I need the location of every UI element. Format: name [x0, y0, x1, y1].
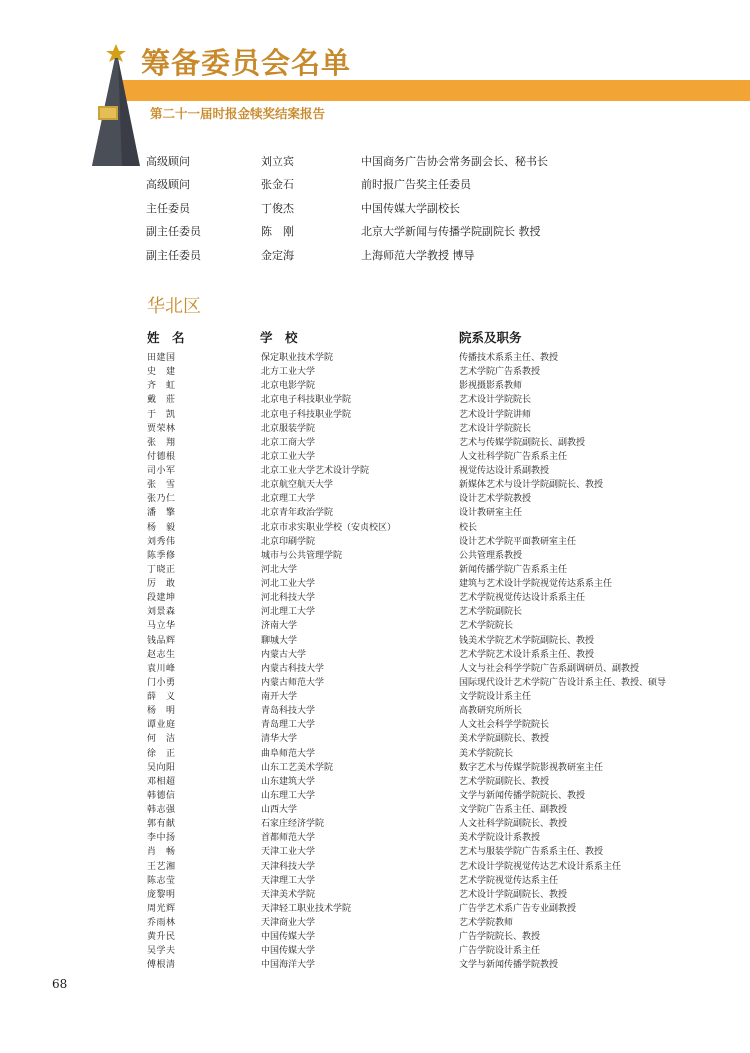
member-dept: 人文社科学院副院长、教授 — [459, 819, 568, 830]
committee-name: 张金石 — [261, 178, 294, 192]
member-row — [147, 818, 707, 832]
member-row — [147, 917, 707, 931]
member-dept: 影视摄影系教师 — [459, 381, 523, 392]
member-dept: 美术学院设计系教授 — [459, 833, 541, 844]
committee-name: 刘立宾 — [261, 155, 294, 168]
region-title: 华北区 — [147, 296, 201, 317]
member-school: 石家庄经济学院 — [261, 819, 325, 830]
member-name: 厉 敢 — [147, 579, 176, 589]
member-name: 薛 义 — [147, 692, 176, 702]
member-name: 吴学夫 — [147, 946, 176, 957]
member-dept: 艺术与服装学院广告系系主任、教授 — [459, 847, 604, 858]
member-row — [147, 846, 707, 860]
header-name: 姓 名 — [147, 330, 185, 345]
member-school: 山西大学 — [261, 805, 298, 815]
member-name: 贾荣林 — [147, 423, 176, 434]
member-school: 城市与公共管理学院 — [261, 550, 343, 561]
member-row — [147, 620, 707, 634]
member-dept: 文学院设计系主任 — [459, 692, 532, 702]
member-dept: 艺术学院艺术设计系系主任、教授 — [459, 649, 595, 660]
member-row — [147, 762, 707, 776]
member-school: 南开大学 — [261, 692, 298, 702]
member-dept: 美术学院副院长、教授 — [459, 734, 550, 745]
member-name: 付德根 — [147, 451, 176, 462]
member-list — [147, 352, 707, 974]
member-dept: 高教研究所所长 — [459, 706, 523, 717]
member-school: 保定职业技术学院 — [261, 353, 334, 363]
member-school: 曲阜师范大学 — [261, 748, 316, 759]
member-dept: 艺术学院广告系教授 — [459, 367, 541, 378]
member-dept: 艺术设计学院视觉传达艺术设计系系主任 — [459, 861, 622, 872]
member-school: 河北工业大学 — [261, 579, 316, 589]
member-dept: 国际现代设计艺术学院广告设计系主任、教授、硕导 — [459, 677, 667, 688]
committee-title: 前时报广告奖主任委员 — [361, 178, 471, 192]
member-name: 黄升民 — [147, 932, 176, 943]
committee-role: 高级顾问 — [146, 178, 190, 192]
member-row — [147, 719, 707, 733]
member-dept: 艺术学院教师 — [459, 918, 514, 928]
member-school: 天津轻工职业技术学院 — [261, 903, 352, 914]
member-dept: 设计教研室主任 — [459, 508, 523, 519]
committee-role: 副主任委员 — [146, 248, 201, 262]
member-school: 青岛科技大学 — [261, 706, 316, 717]
member-row — [147, 437, 707, 451]
member-school: 北京工业大学艺术设计学院 — [261, 466, 370, 476]
member-name: 潘 擎 — [147, 508, 176, 519]
member-row — [147, 606, 707, 620]
committee-list — [146, 155, 726, 272]
member-row — [147, 649, 707, 663]
member-dept: 人文与社会科学学院广告系副调研员、副教授 — [459, 663, 640, 674]
member-row — [147, 479, 707, 493]
member-row — [147, 875, 707, 889]
member-school: 天津美术学院 — [261, 889, 316, 900]
member-name: 陈季修 — [147, 550, 176, 561]
member-school: 中国海洋大学 — [261, 960, 316, 971]
member-dept: 文学院广告系主任、副教授 — [459, 805, 568, 815]
member-school: 北京工商大学 — [261, 437, 316, 448]
member-row — [147, 380, 707, 394]
member-row — [147, 945, 707, 959]
member-name: 陈志莹 — [147, 875, 176, 886]
member-school: 清华大学 — [261, 734, 298, 745]
header-band — [112, 80, 750, 101]
member-name: 钱品辉 — [147, 635, 176, 646]
member-name: 齐 虹 — [147, 381, 176, 392]
member-dept: 广告学院院长、教授 — [459, 932, 541, 943]
member-row — [147, 507, 707, 521]
member-school: 首都师范大学 — [261, 833, 316, 844]
member-row — [147, 804, 707, 818]
member-name: 傅根清 — [147, 960, 176, 971]
member-school: 内蒙古师范大学 — [261, 677, 325, 688]
member-row — [147, 790, 707, 804]
member-dept: 艺术学院视觉传达系主任 — [459, 875, 559, 886]
member-school: 北京航空航天大学 — [261, 480, 334, 491]
member-name: 乔雨林 — [147, 918, 176, 928]
committee-title: 中国传媒大学副校长 — [361, 201, 460, 215]
member-name: 吴向阳 — [147, 762, 176, 773]
member-name: 段建坤 — [147, 593, 176, 604]
member-name: 韩德信 — [147, 790, 176, 801]
member-row — [147, 522, 707, 536]
member-school: 中国传媒大学 — [261, 932, 316, 943]
member-name: 杨 毅 — [147, 522, 176, 533]
member-school: 河北理工大学 — [261, 607, 316, 618]
member-school: 北京电影学院 — [261, 381, 316, 392]
member-name: 郭有献 — [147, 819, 176, 830]
member-dept: 艺术学院视觉传达设计系系主任 — [459, 593, 586, 604]
member-school: 山东建筑大学 — [261, 776, 316, 787]
member-name: 李中扬 — [147, 833, 176, 844]
committee-name: 金定海 — [261, 248, 294, 262]
member-dept: 美术学院院长 — [459, 748, 514, 759]
committee-role: 高级顾问 — [146, 155, 190, 168]
member-row — [147, 705, 707, 719]
member-row — [147, 677, 707, 691]
member-school: 北京青年政治学院 — [261, 508, 334, 519]
member-school: 北方工业大学 — [261, 367, 316, 378]
member-row — [147, 889, 707, 903]
member-dept: 广告学院设计系主任 — [459, 946, 541, 957]
member-name: 马立华 — [147, 621, 176, 632]
member-school: 内蒙古大学 — [261, 649, 307, 660]
member-dept: 人文社会科学学院院长 — [459, 720, 550, 731]
member-dept: 视觉传达设计系副教授 — [459, 466, 550, 476]
member-school: 北京工业大学 — [261, 451, 316, 462]
committee-name: 陈 刚 — [261, 225, 294, 239]
member-school: 内蒙古科技大学 — [261, 663, 325, 674]
member-dept: 新闻传播学院广告系系主任 — [459, 564, 568, 575]
member-school: 天津科技大学 — [261, 861, 316, 872]
member-name: 张 翔 — [147, 437, 176, 448]
page-title: 筹备委员会名单 — [141, 46, 352, 80]
member-school: 天津工业大学 — [261, 847, 316, 858]
member-row — [147, 903, 707, 917]
committee-title: 上海师范大学教授 博导 — [361, 248, 475, 262]
member-name: 袁川峰 — [147, 663, 176, 674]
member-school: 河北大学 — [261, 564, 298, 575]
member-school: 北京电子科技职业学院 — [261, 395, 352, 406]
member-row — [147, 959, 707, 973]
member-dept: 钱美术学院艺术学院副院长、教授 — [459, 635, 595, 646]
member-name: 门小勇 — [147, 677, 176, 688]
committee-row — [146, 249, 726, 272]
member-row — [147, 776, 707, 790]
member-name: 肖 畅 — [147, 847, 176, 858]
member-school: 天津商业大学 — [261, 918, 316, 928]
member-dept: 艺术学院副院长 — [459, 607, 523, 618]
member-name: 刘景森 — [147, 607, 176, 618]
member-name: 司小军 — [147, 466, 176, 476]
member-dept: 建筑与艺术设计学院视觉传达系系主任 — [459, 579, 613, 589]
member-row — [147, 861, 707, 875]
member-dept: 公共管理系教授 — [459, 550, 523, 561]
member-name: 张乃仁 — [147, 494, 176, 505]
member-school: 青岛理工大学 — [261, 720, 316, 731]
member-row — [147, 564, 707, 578]
header-dept: 院系及职务 — [459, 330, 522, 345]
member-name: 杨 明 — [147, 706, 176, 717]
member-row — [147, 663, 707, 677]
committee-row — [146, 178, 726, 201]
member-row — [147, 394, 707, 408]
member-row — [147, 366, 707, 380]
member-name: 邓相超 — [147, 776, 176, 787]
report-subtitle: 第二十一届时报金犊奖结案报告 — [150, 106, 326, 121]
member-dept: 新媒体艺术与设计学院副院长、教授 — [459, 480, 604, 491]
member-name: 韩志强 — [147, 805, 176, 815]
member-name: 庞黎明 — [147, 889, 176, 900]
member-school: 河北科技大学 — [261, 593, 316, 604]
member-row — [147, 592, 707, 606]
member-row — [147, 931, 707, 945]
member-dept: 艺术设计学院院长 — [459, 395, 532, 406]
member-row — [147, 493, 707, 507]
committee-title: 中国商务广告协会常务副会长、秘书长 — [361, 155, 548, 168]
member-name: 史 建 — [147, 367, 176, 378]
member-school: 山东理工大学 — [261, 790, 316, 801]
member-row — [147, 691, 707, 705]
member-school: 北京市求实职业学校（安贞校区） — [261, 522, 397, 533]
member-row — [147, 352, 707, 366]
member-dept: 艺术学院院长 — [459, 621, 514, 632]
member-name: 丁晓正 — [147, 564, 176, 575]
member-row — [147, 409, 707, 423]
member-name: 赵志生 — [147, 649, 176, 660]
member-dept: 文学与新闻传播学院教授 — [459, 960, 559, 971]
member-name: 刘秀伟 — [147, 536, 176, 547]
member-dept: 人文社科学院广告系系主任 — [459, 451, 568, 462]
committee-row — [146, 225, 726, 248]
member-school: 北京理工大学 — [261, 494, 316, 505]
member-school: 济南大学 — [261, 621, 298, 632]
member-dept: 传播技术系系主任、教授 — [459, 353, 559, 363]
member-dept: 校长 — [459, 522, 478, 533]
member-name: 戴 莊 — [147, 395, 176, 406]
member-row — [147, 550, 707, 564]
member-dept: 艺术设计学院院长 — [459, 423, 532, 434]
member-row — [147, 423, 707, 437]
member-name: 谭业庭 — [147, 720, 176, 731]
committee-role: 主任委员 — [146, 201, 190, 215]
member-row — [147, 832, 707, 846]
member-school: 天津理工大学 — [261, 875, 316, 886]
member-row — [147, 748, 707, 762]
page-number: 68 — [52, 977, 68, 991]
member-school: 山东工艺美术学院 — [261, 762, 334, 773]
member-row — [147, 451, 707, 465]
member-dept: 艺术学院副院长、教授 — [459, 776, 550, 787]
column-headers — [147, 330, 707, 348]
member-school: 北京电子科技职业学院 — [261, 409, 352, 420]
member-dept: 艺术设计学院讲师 — [459, 409, 532, 420]
member-name: 徐 正 — [147, 748, 176, 759]
member-school: 中国传媒大学 — [261, 946, 316, 957]
member-row — [147, 465, 707, 479]
member-name: 张 雪 — [147, 480, 176, 491]
member-school: 北京服装学院 — [261, 423, 316, 434]
member-row — [147, 733, 707, 747]
member-name: 田建国 — [147, 353, 176, 363]
member-dept: 艺术与传媒学院副院长、副教授 — [459, 437, 586, 448]
member-school: 聊城大学 — [261, 635, 298, 646]
member-name: 周光辉 — [147, 903, 176, 914]
member-name: 王艺湘 — [147, 861, 176, 872]
member-dept: 艺术设计学院副院长、教授 — [459, 889, 568, 900]
member-row — [147, 536, 707, 550]
member-school: 北京印刷学院 — [261, 536, 316, 547]
member-dept: 广告学艺术系广告专业副教授 — [459, 903, 577, 914]
member-name: 于 凯 — [147, 409, 176, 420]
member-row — [147, 635, 707, 649]
member-name: 何 洁 — [147, 734, 176, 745]
member-dept: 设计艺术学院教授 — [459, 494, 532, 505]
committee-name: 丁俊杰 — [261, 201, 294, 215]
committee-row — [146, 155, 726, 178]
member-dept: 文学与新闻传播学院院长、教授 — [459, 790, 586, 801]
header-school: 学 校 — [260, 330, 298, 345]
committee-role: 副主任委员 — [146, 225, 201, 239]
member-dept: 设计艺术学院平面教研室主任 — [459, 536, 577, 547]
member-dept: 数字艺术与传媒学院影视教研室主任 — [459, 762, 604, 773]
member-row — [147, 578, 707, 592]
committee-title: 北京大学新闻与传播学院副院长 教授 — [361, 225, 541, 239]
committee-row — [146, 202, 726, 225]
